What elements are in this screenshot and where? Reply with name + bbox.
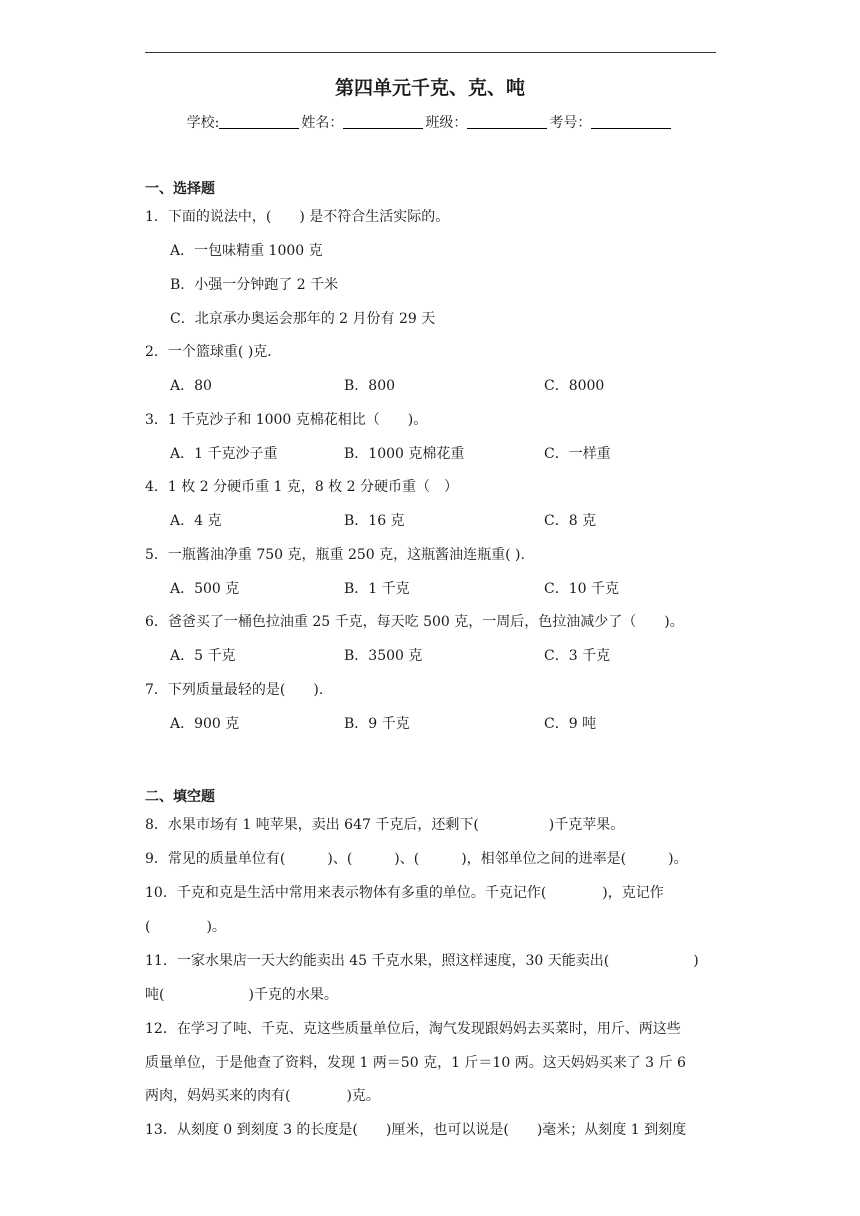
q4-option-a[interactable]: A．4 克 <box>170 513 222 529</box>
q2-options <box>0 376 860 396</box>
q5-options <box>0 579 860 599</box>
q2-option-b[interactable]: B．800 <box>344 378 396 394</box>
q2-option-a[interactable]: A．80 <box>170 378 212 394</box>
class-blank[interactable] <box>467 114 547 129</box>
q7-option-b[interactable]: B．9 千克 <box>344 716 410 732</box>
section-heading-choice: 一、选择题 <box>145 181 215 197</box>
question-12-line-2: 质量单位，于是他查了资料，发现 1 两＝50 克，1 斤＝10 两。这天妈妈买来了 3 斤 6 <box>145 1055 686 1071</box>
school-label: 学校: <box>186 115 220 131</box>
number-blank[interactable] <box>591 114 671 129</box>
student-info-line <box>0 113 860 133</box>
question-5: 5．一瓶酱油净重 750 克，瓶重 250 克，这瓶酱油连瓶重( ). <box>145 547 525 563</box>
q4-option-b[interactable]: B．16 克 <box>344 513 405 529</box>
question-11-line-1: 11．一家水果店一天大约能卖出 45 千克水果，照这样速度，30 天能卖出( ) <box>145 953 699 969</box>
question-2: 2．一个篮球重( )克． <box>145 344 282 360</box>
section-heading-fill: 二、填空题 <box>145 789 215 805</box>
page-title: 第四单元千克、克、吨 <box>334 77 525 99</box>
q6-option-b[interactable]: B．3500 克 <box>344 648 423 664</box>
q5-option-a[interactable]: A．500 克 <box>170 581 240 597</box>
q6-options <box>0 646 860 666</box>
school-blank[interactable] <box>219 114 299 129</box>
question-10-line-2: ( )。 <box>145 919 226 935</box>
question-13: 13．从刻度 0 到刻度 3 的长度是( )厘米，也可以说是( )毫米；从刻度 1 到刻度 <box>145 1122 687 1138</box>
q6-option-c[interactable]: C．3 千克 <box>544 648 611 664</box>
q1-option-b[interactable]: B．小强一分钟跑了 2 千米 <box>170 277 339 293</box>
question-10-line-1: 10．千克和克是生活中常用来表示物体有多重的单位。千克记作( )，克记作 <box>145 885 664 901</box>
question-9: 9．常见的质量单位有( )、( )、( )，相邻单位之间的进率是( )。 <box>145 851 688 867</box>
question-8: 8．水果市场有 1 吨苹果，卖出 647 千克后，还剩下( )千克苹果。 <box>145 817 625 833</box>
question-3: 3．1 千克沙子和 1000 克棉花相比（ )。 <box>145 412 428 428</box>
q7-option-c[interactable]: C．9 吨 <box>544 716 597 732</box>
q3-options <box>0 444 860 464</box>
q4-options <box>0 511 860 531</box>
class-label: 班级： <box>425 115 468 131</box>
q3-option-b[interactable]: B．1000 克棉花重 <box>344 446 465 462</box>
name-blank[interactable] <box>343 114 423 129</box>
q6-option-a[interactable]: A．5 千克 <box>170 648 236 664</box>
q7-options <box>0 714 860 734</box>
question-7: 7．下列质量最轻的是( ). <box>145 682 324 698</box>
q4-option-c[interactable]: C．8 克 <box>544 513 597 529</box>
q7-option-a[interactable]: A．900 克 <box>170 716 240 732</box>
header-rule <box>145 52 716 53</box>
q1-option-c[interactable]: C．北京承办奥运会那年的 2 月份有 29 天 <box>170 311 436 327</box>
q5-option-b[interactable]: B．1 千克 <box>344 581 410 597</box>
q3-option-a[interactable]: A．1 千克沙子重 <box>170 446 278 462</box>
q1-option-a[interactable]: A．一包味精重 1000 克 <box>170 243 323 259</box>
name-label: 姓名： <box>301 115 344 131</box>
question-6: 6．爸爸买了一桶色拉油重 25 千克，每天吃 500 克，一周后，色拉油减少了（ )。 <box>145 614 684 630</box>
question-12-line-1: 12．在学习了吨、千克、克这些质量单位后，淘气发现跟妈妈去买菜时，用斤、两这些 <box>145 1021 681 1037</box>
number-label: 考号： <box>549 115 592 131</box>
q5-option-c[interactable]: C．10 千克 <box>544 581 619 597</box>
question-11-line-2: 吨( )千克的水果。 <box>145 987 338 1003</box>
q3-option-c[interactable]: C．一样重 <box>544 446 611 462</box>
question-12-line-3: 两肉，妈妈买来的肉有( )克。 <box>145 1088 380 1104</box>
question-1: 1．下面的说法中，( ) 是不符合生活实际的。 <box>145 209 450 225</box>
q2-option-c[interactable]: C．8000 <box>544 378 605 394</box>
question-4: 4．1 枚 2 分硬币重 1 克，8 枚 2 分硬币重（ ） <box>145 479 459 495</box>
